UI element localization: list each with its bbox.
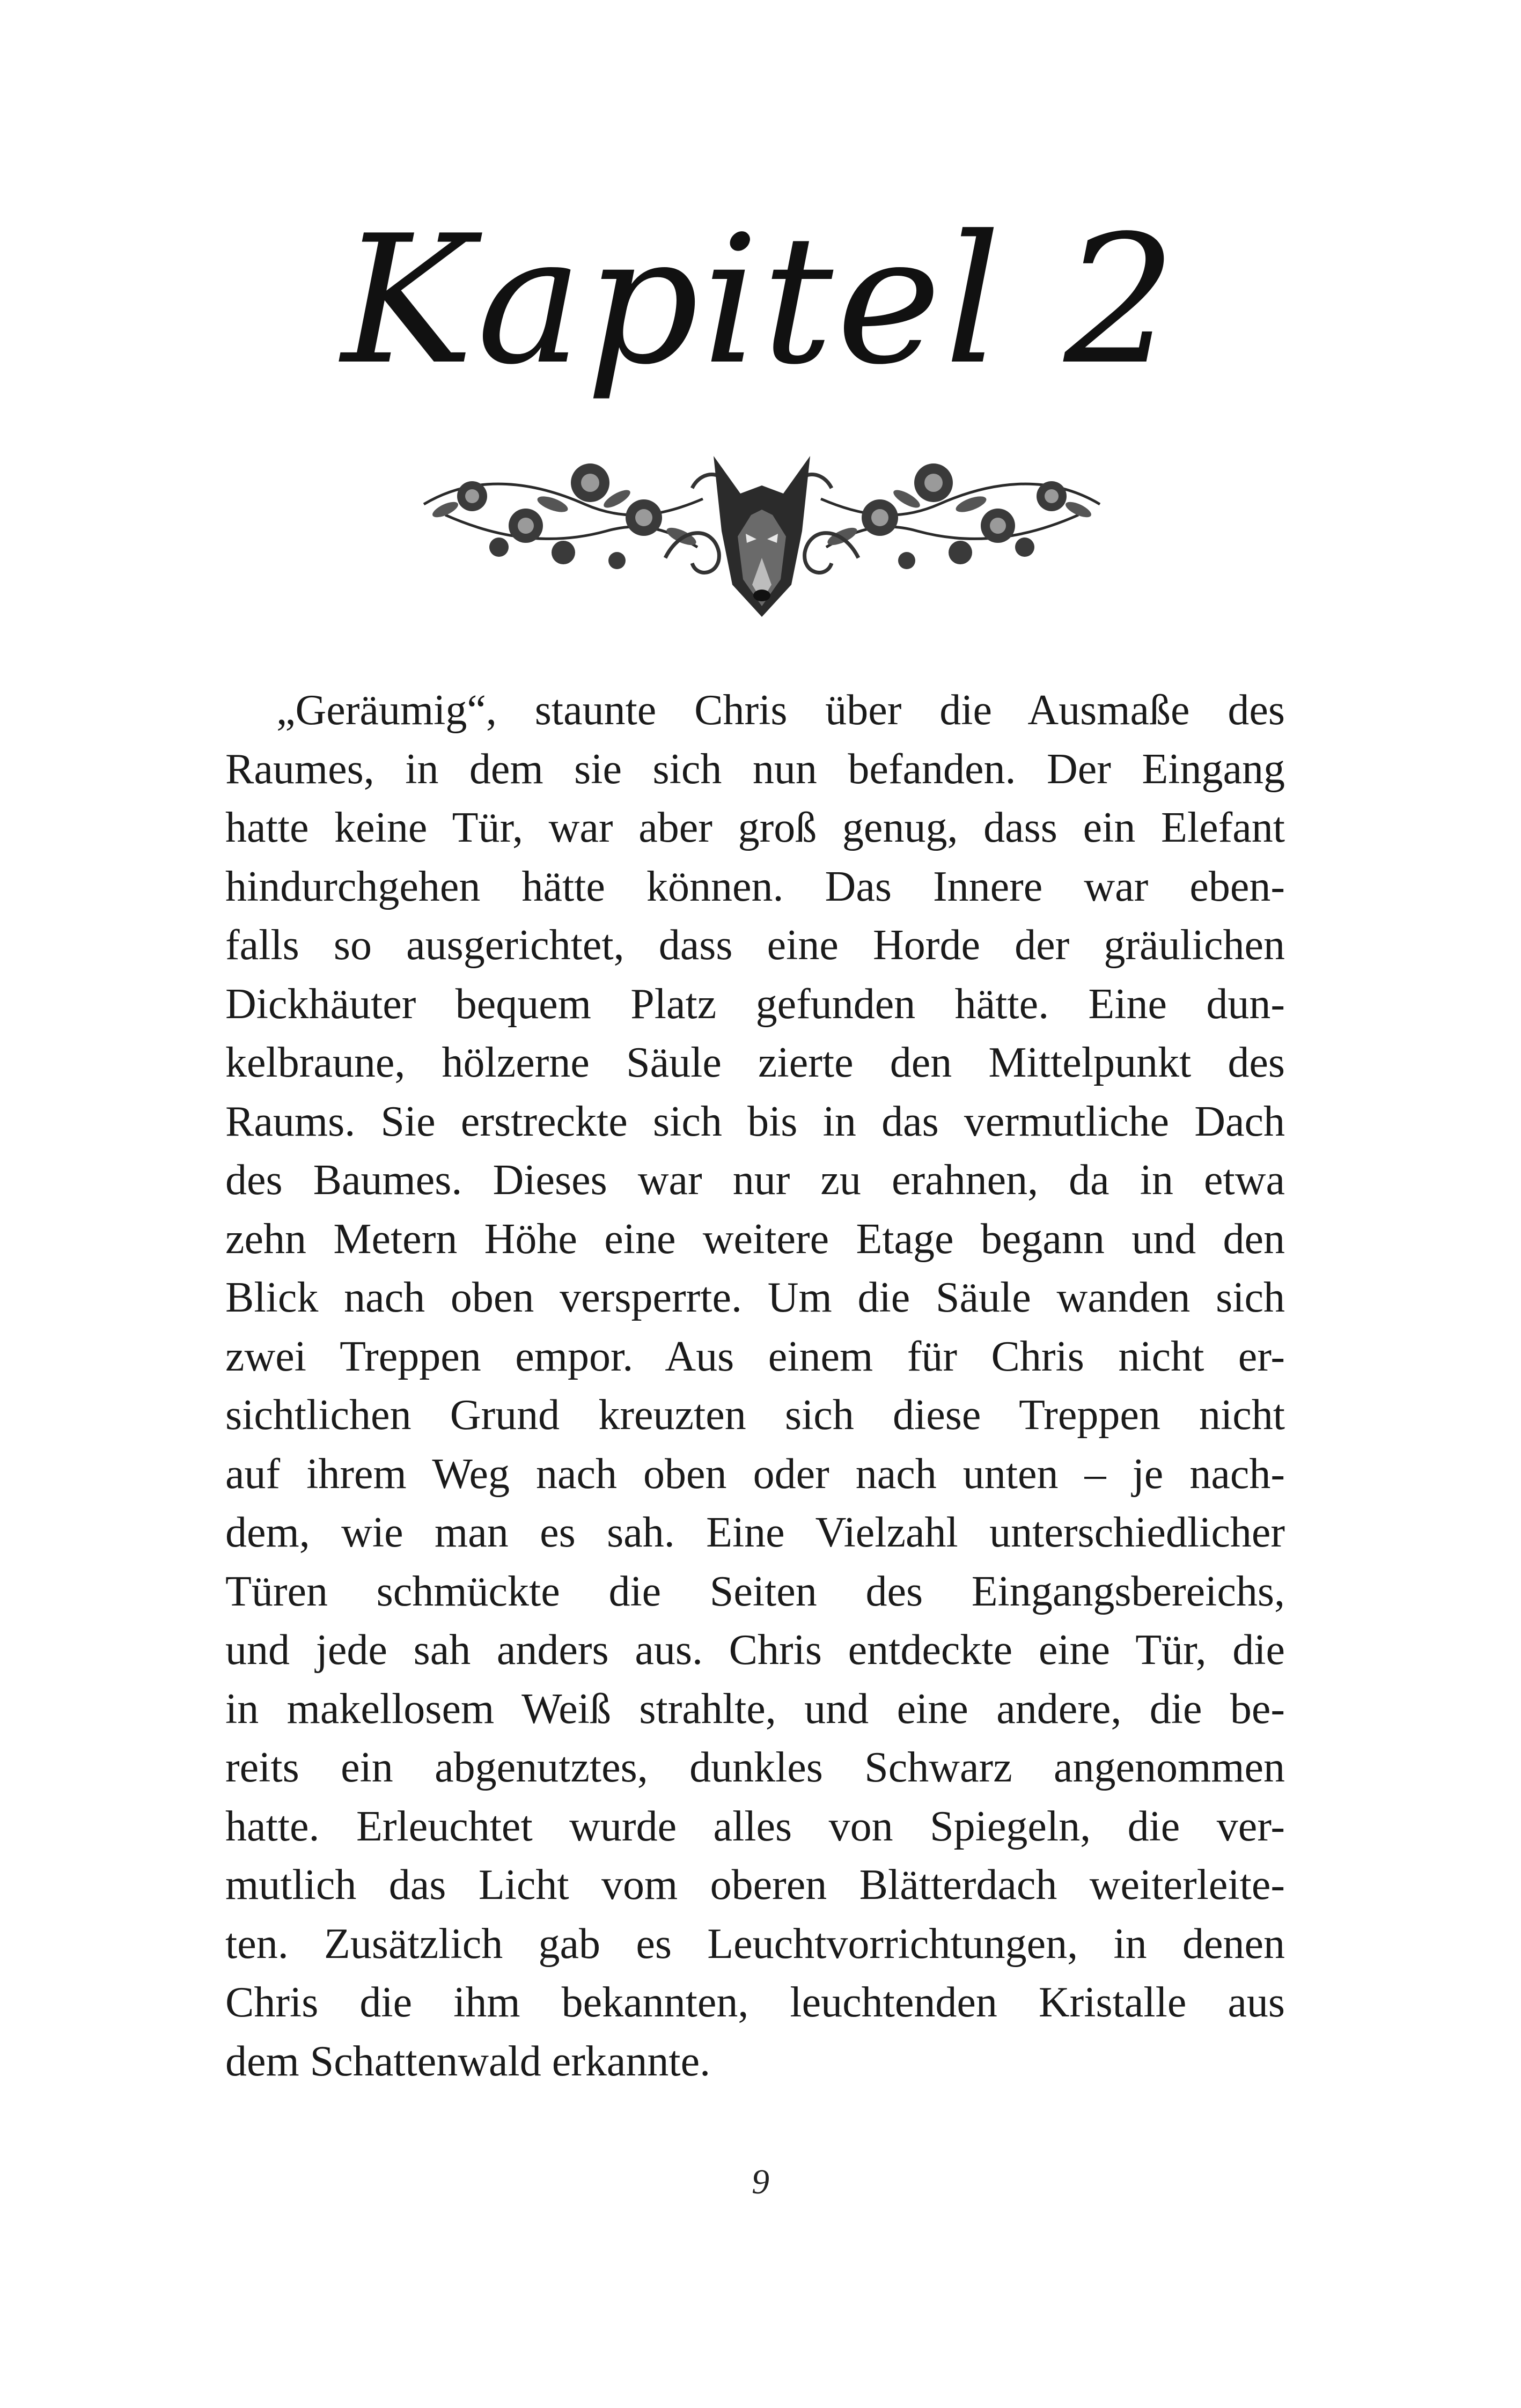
text-line: Blick nach oben versperrte. Um die Säule wanden sich: [225, 1274, 1285, 1321]
text-line: des Baumes. Dieses war nur zu erahnen, da in etwa: [225, 1157, 1285, 1204]
wolf-head-floral-ornament-icon: [413, 424, 1111, 628]
text-line: hindurchgehen hätte können. Das Innere war eben-: [225, 863, 1285, 910]
text-line: Raumes, in dem sie sich nun befanden. Der Eingang: [225, 745, 1285, 793]
text-line: und jede sah anders aus. Chris entdeckte eine Tür, die: [225, 1626, 1285, 1674]
text-line: zwei Treppen empor. Aus einem für Chris nicht er-: [225, 1332, 1285, 1380]
text-line: dem Schattenwald erkannte.: [225, 2037, 711, 2085]
text-line: hatte. Erleuchtet wurde alles von Spiegeln, die ver-: [225, 1802, 1285, 1850]
text-line: dem, wie man es sah. Eine Vielzahl unterschiedlicher: [225, 1509, 1285, 1556]
text-line: auf ihrem Weg nach oben oder nach unten – je nach-: [225, 1450, 1285, 1498]
text-line: reits ein abgenutztes, dunkles Schwarz angenommen: [225, 1744, 1285, 1791]
chapter-title: Kapitel 2: [341, 197, 1180, 403]
text-line: Chris die ihm bekannten, leuchtenden Kristalle aus: [225, 1979, 1285, 2026]
text-line: „Geräumig“, staunte Chris über die Ausmaße des: [276, 687, 1285, 734]
text-line: Dickhäuter bequem Platz gefunden hätte. Eine dun-: [225, 980, 1285, 1028]
text-line: kelbraune, hölzerne Säule zierte den Mittelpunkt des: [225, 1039, 1285, 1086]
text-line: sichtlichen Grund kreuzten sich diese Treppen nicht: [225, 1391, 1285, 1439]
text-line: zehn Metern Höhe eine weitere Etage begann und den: [225, 1215, 1285, 1263]
chapter-body-text: [225, 681, 1285, 2091]
text-line: mutlich das Licht vom oberen Blätterdach weiterleite-: [225, 1861, 1285, 1909]
text-line: falls so ausgerichtet, dass eine Horde der gräulichen: [225, 922, 1285, 969]
text-line: Raums. Sie erstreckte sich bis in das vermutliche Dach: [225, 1098, 1285, 1145]
text-line: Türen schmückte die Seiten des Eingangsbereichs,: [225, 1567, 1285, 1615]
text-line: in makellosem Weiß strahlte, und eine andere, die be-: [225, 1685, 1285, 1733]
text-line: ten. Zusätzlich gab es Leuchtvorrichtungen, in denen: [225, 1920, 1285, 1968]
text-line: hatte keine Tür, war aber groß genug, dass ein Elefant: [225, 804, 1285, 851]
page-number: 9: [752, 2162, 769, 2201]
